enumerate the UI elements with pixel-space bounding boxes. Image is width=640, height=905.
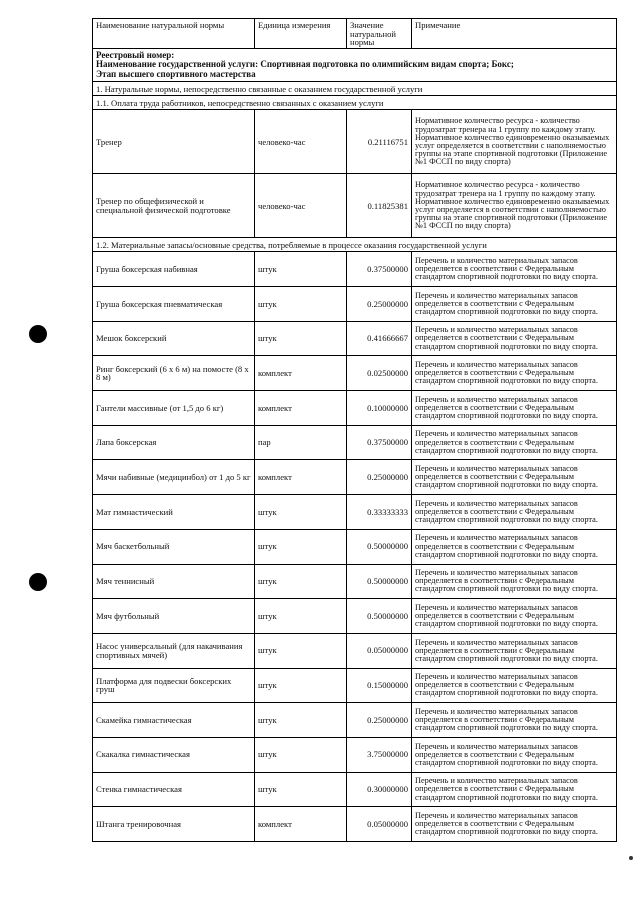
material-note: Перечень и количество материальных запасов определяется в соответствии с Федеральным стандартом спортивной подготовки по виду спорта. xyxy=(412,460,617,495)
table-row xyxy=(93,564,617,599)
material-unit: штук xyxy=(255,287,347,322)
material-name: Скакалка гимнастическая xyxy=(93,737,255,772)
material-name: Мат гимнастический xyxy=(93,495,255,530)
material-name: Стенка гимнастическая xyxy=(93,772,255,807)
table-row xyxy=(93,599,617,634)
material-unit: штук xyxy=(255,668,347,703)
table-row xyxy=(93,495,617,530)
material-name: Груша боксерская набивная xyxy=(93,252,255,287)
material-unit: комплект xyxy=(255,807,347,842)
material-note: Перечень и количество материальных запасов определяется в соответствии с Федеральным стандартом спортивной подготовки по виду спорта. xyxy=(412,356,617,391)
material-name: Платформа для подвески боксерских груш xyxy=(93,668,255,703)
table-row xyxy=(93,321,617,356)
material-name: Мяч баскетбольный xyxy=(93,529,255,564)
section-row xyxy=(93,82,617,96)
table-row xyxy=(93,737,617,772)
material-note: Перечень и количество материальных запасов определяется в соответствии с Федеральным стандартом спортивной подготовки по виду спорта. xyxy=(412,772,617,807)
material-unit: штук xyxy=(255,495,347,530)
material-name: Груша боксерская пневматическая xyxy=(93,287,255,322)
punch-hole-bottom xyxy=(29,573,47,591)
material-name: Штанга тренировочная xyxy=(93,807,255,842)
section-1-title: 1. Натуральные нормы, непосредственно связанные с оказанием государственной услуги xyxy=(93,82,617,96)
material-value: 3.75000000 xyxy=(347,737,412,772)
table-row xyxy=(93,425,617,460)
material-name: Мешок боксерский xyxy=(93,321,255,356)
table-row xyxy=(93,356,617,391)
material-name: Скамейка гимнастическая xyxy=(93,703,255,738)
material-note: Перечень и количество материальных запасов определяется в соответствии с Федеральным стандартом спортивной подготовки по виду спорта. xyxy=(412,807,617,842)
table-row xyxy=(93,529,617,564)
section-1-2-title: 1.2. Материальные запасы/основные средства, потребляемые в процессе оказания государственной услуги xyxy=(93,238,617,252)
material-unit: комплект xyxy=(255,356,347,391)
table-row xyxy=(93,110,617,174)
material-value: 0.25000000 xyxy=(347,703,412,738)
material-unit: пар xyxy=(255,425,347,460)
table-row xyxy=(93,703,617,738)
material-value: 0.30000000 xyxy=(347,772,412,807)
material-note: Перечень и количество материальных запасов определяется в соответствии с Федеральным стандартом спортивной подготовки по виду спорта. xyxy=(412,425,617,460)
material-value: 0.37500000 xyxy=(347,252,412,287)
header-note: Примечание xyxy=(412,19,617,49)
table-row xyxy=(93,460,617,495)
material-unit: комплект xyxy=(255,460,347,495)
material-unit: штук xyxy=(255,564,347,599)
resource-unit: человеко-час xyxy=(255,110,347,174)
punch-hole-top xyxy=(29,325,47,343)
material-value: 0.33333333 xyxy=(347,495,412,530)
header-name: Наименование натуральной нормы xyxy=(93,19,255,49)
table-row xyxy=(93,668,617,703)
material-note: Перечень и количество материальных запасов определяется в соответствии с Федеральным стандартом спортивной подготовки по виду спорта. xyxy=(412,633,617,668)
material-note: Перечень и количество материальных запасов определяется в соответствии с Федеральным стандартом спортивной подготовки по виду спорта. xyxy=(412,287,617,322)
material-value: 0.05000000 xyxy=(347,807,412,842)
material-unit: штук xyxy=(255,737,347,772)
registry-row xyxy=(93,49,617,82)
material-note: Перечень и количество материальных запасов определяется в соответствии с Федеральным стандартом спортивной подготовки по виду спорта. xyxy=(412,321,617,356)
material-note: Перечень и количество материальных запасов определяется в соответствии с Федеральным стандартом спортивной подготовки по виду спорта. xyxy=(412,529,617,564)
material-name: Ринг боксерский (6 х 6 м) на помосте (8 х 8 м) xyxy=(93,356,255,391)
resource-name: Тренер xyxy=(93,110,255,174)
table-row xyxy=(93,174,617,238)
material-value: 0.37500000 xyxy=(347,425,412,460)
resource-note: Нормативное количество ресурса - количество трудозатрат тренера на 1 группу по каждому этапу. Нормативное количество единовременно оказываемых услуг определяется в соответствии с наполняемостью группы на этапе спортивной подготовки (Приложение №1 ФССП по виду спорта) xyxy=(412,174,617,238)
norms-document xyxy=(92,18,616,856)
table-row xyxy=(93,633,617,668)
material-unit: штук xyxy=(255,633,347,668)
header-unit: Единица измерения xyxy=(255,19,347,49)
service-stage: Этап высшего спортивного мастерства xyxy=(96,68,256,79)
material-note: Перечень и количество материальных запасов определяется в соответствии с Федеральным стандартом спортивной подготовки по виду спорта. xyxy=(412,495,617,530)
material-value: 0.25000000 xyxy=(347,287,412,322)
material-note: Перечень и количество материальных запасов определяется в соответствии с Федеральным стандартом спортивной подготовки по виду спорта. xyxy=(412,391,617,426)
material-unit: штук xyxy=(255,703,347,738)
service-name: Наименование государственной услуги: Спортивная подготовка по олимпийским видам спорта; Бокс; xyxy=(96,59,514,70)
material-unit: штук xyxy=(255,252,347,287)
resource-value: 0.11825381 xyxy=(347,174,412,238)
material-value: 0.50000000 xyxy=(347,529,412,564)
registry-number: Реестровый номер: xyxy=(96,50,175,60)
material-unit: штук xyxy=(255,529,347,564)
material-value: 0.41666667 xyxy=(347,321,412,356)
material-note: Перечень и количество материальных запасов определяется в соответствии с Федеральным стандартом спортивной подготовки по виду спорта. xyxy=(412,564,617,599)
section-row xyxy=(93,238,617,252)
section-row xyxy=(93,96,617,110)
material-note: Перечень и количество материальных запасов определяется в соответствии с Федеральным стандартом спортивной подготовки по виду спорта. xyxy=(412,668,617,703)
material-value: 0.02500000 xyxy=(347,356,412,391)
material-value: 0.25000000 xyxy=(347,460,412,495)
material-name: Мячи набивные (медицинбол) от 1 до 5 кг xyxy=(93,460,255,495)
material-value: 0.05000000 xyxy=(347,633,412,668)
material-note: Перечень и количество материальных запасов определяется в соответствии с Федеральным стандартом спортивной подготовки по виду спорта. xyxy=(412,703,617,738)
table-row xyxy=(93,252,617,287)
material-value: 0.10000000 xyxy=(347,391,412,426)
table-row xyxy=(93,772,617,807)
table-row xyxy=(93,391,617,426)
resource-value: 0.21116751 xyxy=(347,110,412,174)
material-note: Перечень и количество материальных запасов определяется в соответствии с Федеральным стандартом спортивной подготовки по виду спорта. xyxy=(412,252,617,287)
registry-block xyxy=(93,49,617,82)
resource-note: Нормативное количество ресурса - количество трудозатрат тренера на 1 группу по каждому этапу. Нормативное количество единовременно оказываемых услуг определяется в соответствии с наполняемостью группы на этапе спортивной подготовки (Приложение №1 ФССП по виду спорта) xyxy=(412,110,617,174)
material-unit: штук xyxy=(255,321,347,356)
resource-unit: человеко-час xyxy=(255,174,347,238)
material-unit: штук xyxy=(255,772,347,807)
material-name: Мяч теннисный xyxy=(93,564,255,599)
material-note: Перечень и количество материальных запасов определяется в соответствии с Федеральным стандартом спортивной подготовки по виду спорта. xyxy=(412,737,617,772)
material-unit: штук xyxy=(255,599,347,634)
header-value: Значение натуральной нормы xyxy=(347,19,412,49)
material-unit: комплект xyxy=(255,391,347,426)
material-note: Перечень и количество материальных запасов определяется в соответствии с Федеральным стандартом спортивной подготовки по виду спорта. xyxy=(412,599,617,634)
table-header-row xyxy=(93,19,617,49)
material-name: Гантели массивные (от 1,5 до 6 кг) xyxy=(93,391,255,426)
material-value: 0.50000000 xyxy=(347,599,412,634)
norms-table xyxy=(92,18,617,842)
material-value: 0.50000000 xyxy=(347,564,412,599)
section-1-1-title: 1.1. Оплата труда работников, непосредственно связанных с оказанием услуги xyxy=(93,96,617,110)
scan-speck xyxy=(629,856,633,860)
material-name: Лапа боксерская xyxy=(93,425,255,460)
table-row xyxy=(93,807,617,842)
resource-name: Тренер по общефизической и специальной физической подготовке xyxy=(93,174,255,238)
material-value: 0.15000000 xyxy=(347,668,412,703)
material-name: Мяч футбольный xyxy=(93,599,255,634)
material-name: Насос универсальный (для накачивания спортивных мячей) xyxy=(93,633,255,668)
table-row xyxy=(93,287,617,322)
